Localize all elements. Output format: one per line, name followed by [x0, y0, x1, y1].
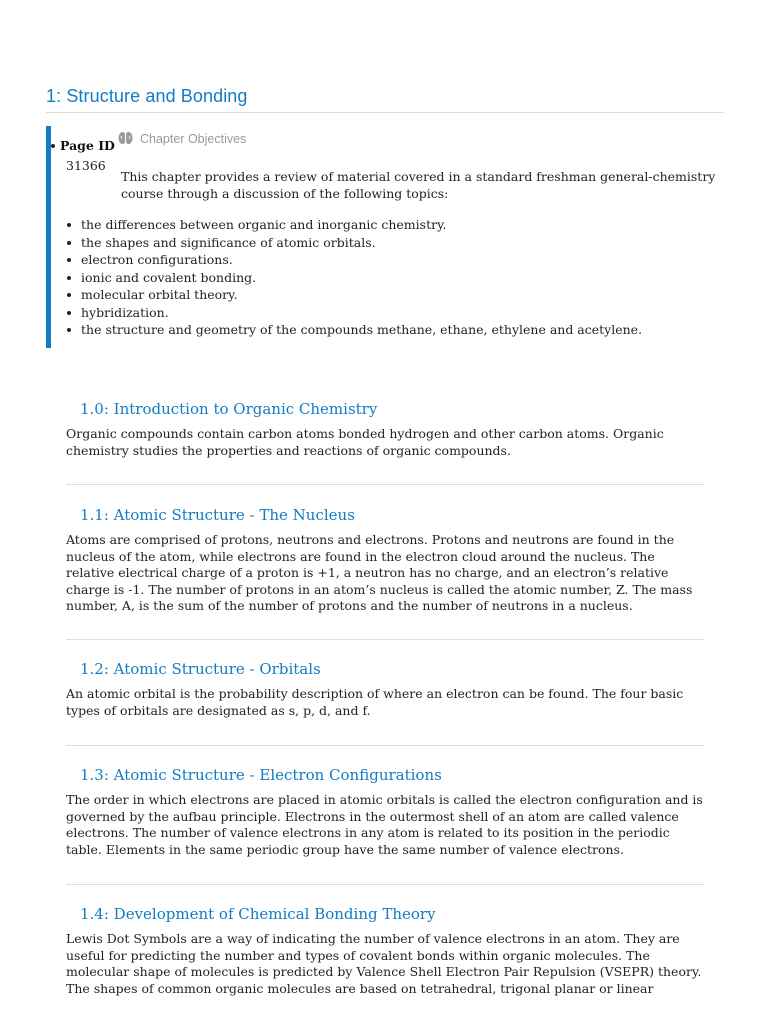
chapter-objectives-box: [46, 126, 724, 348]
list-item: molecular orbital theory.: [65, 286, 705, 304]
list-item: hybridization.: [65, 304, 705, 322]
section-1-0: [66, 399, 704, 459]
list-item: ionic and covalent bonding.: [65, 269, 705, 287]
objectives-intro: This chapter provides a review of material covered in a standard freshman general-chemistry course through a discussion of the following topics:: [121, 169, 716, 201]
section-link-1-3[interactable]: 1.3: Atomic Structure - Electron Configurations: [80, 766, 442, 784]
section-summary: Organic compounds contain carbon atoms bonded hydrogen and other carbon atoms. Organic chemistry studies the properties and reactions of organic compounds.: [66, 426, 664, 458]
section-1-1: [66, 505, 704, 615]
chapter-objectives-label: Chapter Objectives: [140, 132, 247, 146]
page-title: 1: Structure and Bonding: [46, 86, 248, 106]
list-item: the structure and geometry of the compounds methane, ethane, ethylene and acetylene.: [65, 321, 705, 339]
section-link-1-2[interactable]: 1.2: Atomic Structure - Orbitals: [80, 660, 321, 678]
section-link-1-4[interactable]: 1.4: Development of Chemical Bonding Theory: [80, 905, 436, 923]
chapter-objectives-heading: [118, 131, 246, 148]
section-1-3: [66, 765, 704, 858]
list-item: the differences between organic and inorganic chemistry.: [65, 216, 705, 234]
section-link-1-1[interactable]: 1.1: Atomic Structure - The Nucleus: [80, 506, 355, 524]
list-item: electron configurations.: [65, 251, 705, 269]
section-divider: [66, 884, 704, 885]
brain-icon: [118, 131, 133, 148]
section-1-2: [66, 659, 704, 719]
section-link-1-0[interactable]: 1.0: Introduction to Organic Chemistry: [80, 400, 378, 418]
list-item: the shapes and significance of atomic orbitals.: [65, 234, 705, 252]
title-divider: [46, 112, 724, 113]
section-summary: An atomic orbital is the probability description of where an electron can be found. The four basic types of orbitals are designated as s, p, d, and f.: [66, 686, 684, 718]
objectives-topic-list: [65, 216, 705, 339]
section-summary: Lewis Dot Symbols are a way of indicating the number of valence electrons in an atom. They are useful for predicting the number and types of covalent bonds within organic molecules. The molecular shape of molecules is predicted by Valence Shell Electron Pair Repulsion (VSEPR) theory. The shapes of common organic molecules are based on tetrahedral, trigonal planar or linear: [66, 931, 702, 996]
section-summary: The order in which electrons are placed in atomic orbitals is called the electron configuration and is governed by the aufbau principle. Electrons in the outermost shell of an atom are called valence electrons. The number of valence electrons in any atom is related to its position in the periodic table. Elements in the same periodic group have the same number of valence electrons.: [66, 792, 703, 857]
page-id-label: Page ID: [60, 138, 115, 153]
page-id-bullet: [51, 144, 55, 148]
section-1-4: [66, 904, 704, 996]
section-divider: [66, 484, 704, 485]
section-divider: [66, 639, 704, 640]
page-id-value: 31366: [66, 158, 106, 173]
section-summary: Atoms are comprised of protons, neutrons and electrons. Protons and neutrons are found in the nucleus of the atom, while electrons are found in the electron cloud around the nucleus. The relative electrical charge of a proton is +1, a neutron has no charge, and an electron’s relative charge is -1. The number of protons in an atom’s nucleus is called the atomic number, Z. The mass number, A, is the sum of the number of protons and the number of neutrons in a nucleus.: [66, 532, 693, 614]
section-divider: [66, 745, 704, 746]
